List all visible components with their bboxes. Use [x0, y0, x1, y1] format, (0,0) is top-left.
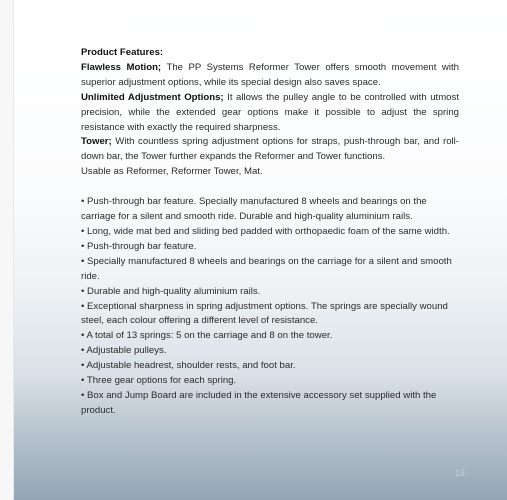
- feature-unlimited-adjustment: [81, 91, 459, 136]
- list-item: • Adjustable headrest, shoulder rests, and foot bar.: [81, 360, 296, 372]
- list-item: • Box and Jump Board are included in the extensive accessory set supplied with the product.: [81, 389, 437, 416]
- page-margin: [0, 0, 13, 500]
- bullet-list: [81, 195, 459, 419]
- list-item: • Long, wide mat bed and sliding bed padded with orthopaedic foam of the same width.: [81, 225, 450, 237]
- usage-line: Usable as Reformer, Reformer Tower, Mat.: [81, 166, 263, 178]
- list-item: • Adjustable pulleys.: [81, 345, 167, 357]
- section-heading: Product Features:: [81, 47, 164, 58]
- feature-flawless-motion: [81, 61, 459, 91]
- divider-space: [81, 180, 459, 195]
- list-item: • A total of 13 springs: 5 on the carriage and 8 on the tower.: [81, 330, 333, 342]
- list-item: • Push-through bar feature. Specially manufactured 8 wheels and bearings on the carriage for a silent and smooth ride. Durable and high-quality aluminium rails.: [81, 196, 427, 223]
- feature-tower: [81, 135, 459, 165]
- feature-title: Tower;: [81, 136, 112, 148]
- page-number: 13: [455, 468, 466, 478]
- feature-title: Unlimited Adjustment Options;: [81, 91, 224, 103]
- feature-title: Flawless Motion;: [81, 61, 162, 73]
- list-item: • Durable and high-quality aluminium rails.: [81, 285, 261, 297]
- feature-text: With countless spring adjustment options for straps, push-through bar, and roll-down bar, the Tower further expands the Reformer and Tower functions.: [81, 136, 459, 163]
- list-item: • Three gear options for each spring.: [81, 375, 237, 387]
- list-item: • Specially manufactured 8 wheels and bearings on the carriage for a silent and smooth ride.: [81, 255, 452, 282]
- list-item: • Push-through bar feature.: [81, 240, 197, 252]
- product-features-section: [81, 46, 459, 419]
- feature-text: The PP Systems Reformer Tower offers smooth movement with superior adjustment options, while its special design also saves space.: [81, 61, 459, 88]
- list-item: • Exceptional sharpness in spring adjustment options. The springs are specially wound steel, each colour offering a different level of resistance.: [81, 300, 448, 327]
- feature-text: It allows the pulley angle to be controlled with utmost precision, while the extended gear options make it possible to adjust the spring resistance with exactly the required sharpness.: [81, 91, 459, 133]
